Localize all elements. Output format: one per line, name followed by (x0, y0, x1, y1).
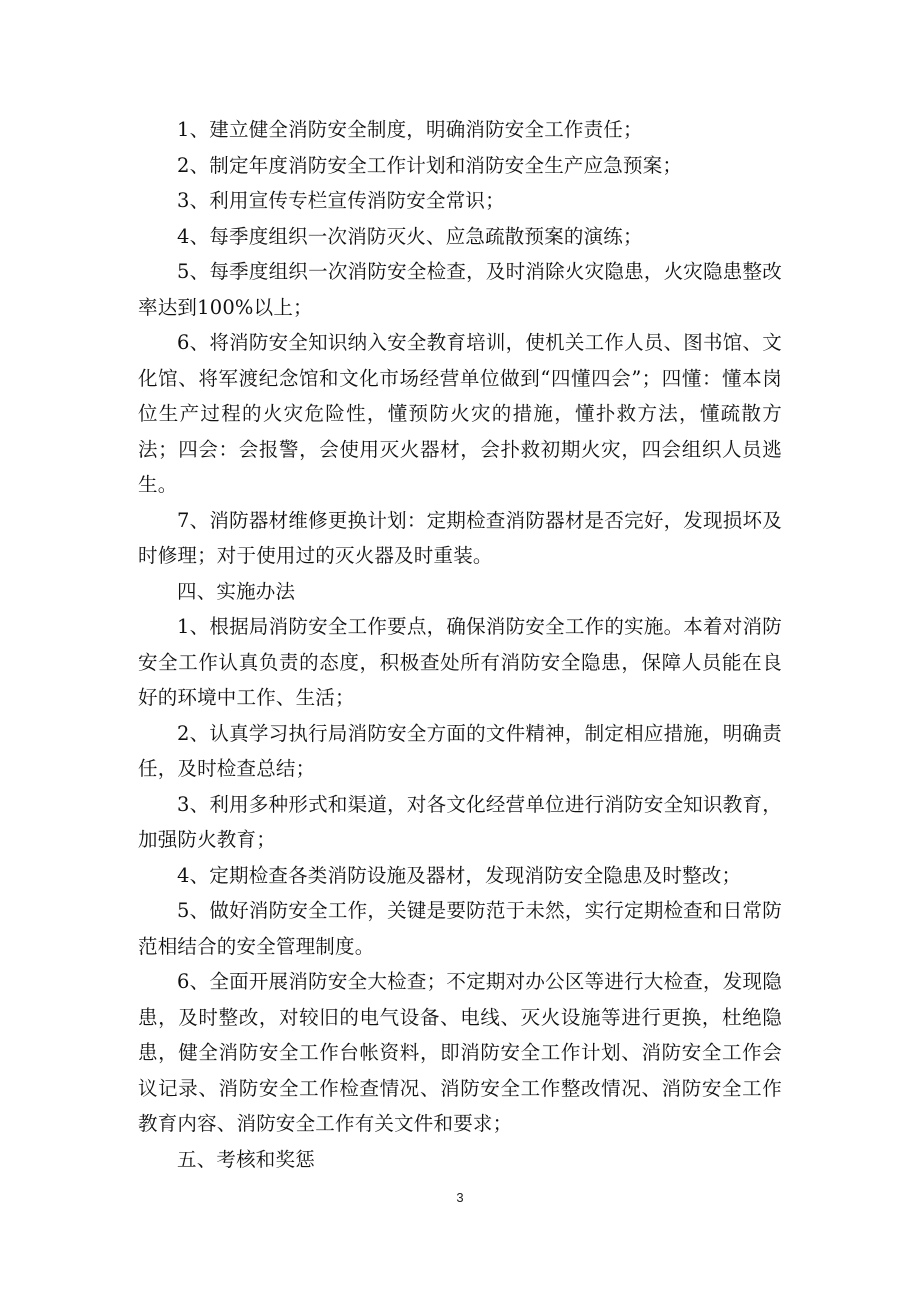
paragraph-13: 6、全面开展消防安全大检查；不定期对办公区等进行大检查，发现隐患，及时整改，对较旧的电气设备、电线、灭火设施等进行更换，杜绝隐患，健全消防安全工作台帐资料，即消防安全工作计划、消防安全工作会议记录、消防安全工作检查情况、消防安全工作整改情况、消防安全工作教育内容、消防安全工作有关文件和要求； (138, 970, 782, 1135)
paragraph-12: 5、做好消防安全工作，关键是要防范于未然，实行定期检查和日常防范相结合的安全管理制度。 (138, 899, 782, 958)
paragraph-3: 3、利用宣传专栏宣传消防安全常识； (177, 189, 505, 212)
document-body (138, 112, 782, 1177)
paragraph-6: 6、将消防安全知识纳入安全教育培训，使机关工作人员、图书馆、文化馆、将军渡纪念馆和文化市场经营单位做到“四懂四会”；四懂：懂本岗位生产过程的火灾危险性，懂预防火灾的措施，懂扑救方法，懂疏散方法；四会：会报警，会使用灭火器材，会扑救初期火灾，四会组织人员逃生。 (138, 331, 782, 496)
page-number: 3 (456, 1190, 464, 1205)
section-heading-4: 四、实施办法 (177, 579, 296, 603)
paragraph-4: 4、每季度组织一次消防灭火、应急疏散预案的演练； (177, 224, 643, 248)
paragraph-9: 2、认真学习执行局消防安全方面的文件精神，制定相应措施，明确责任，及时检查总结； (138, 721, 782, 780)
paragraph-7: 7、消防器材维修更换计划：定期检查消防器材是否完好，发现损坏及时修理；对于使用过的灭火器及时重装。 (138, 508, 782, 567)
paragraph-1: 1、建立健全消防安全制度，明确消防安全工作责任； (177, 118, 643, 141)
paragraph-10: 3、利用多种形式和渠道，对各文化经营单位进行消防安全知识教育，加强防火教育； (138, 792, 782, 851)
section-heading-5: 五、考核和奖惩 (177, 1147, 315, 1171)
paragraph-2: 2、制定年度消防安全工作计划和消防安全生产应急预案； (177, 153, 683, 177)
paragraph-8: 1、根据局消防安全工作要点，确保消防安全工作的实施。本着对消防安全工作认真负责的态度，积极查处所有消防安全隐患，保障人员能在良好的环境中工作、生活； (138, 615, 782, 709)
paragraph-11: 4、定期检查各类消防设施及器材，发现消防安全隐患及时整改； (177, 863, 742, 887)
paragraph-5: 5、每季度组织一次消防安全检查，及时消除火灾隐患，火灾隐患整改率达到100%以上； (138, 260, 782, 319)
